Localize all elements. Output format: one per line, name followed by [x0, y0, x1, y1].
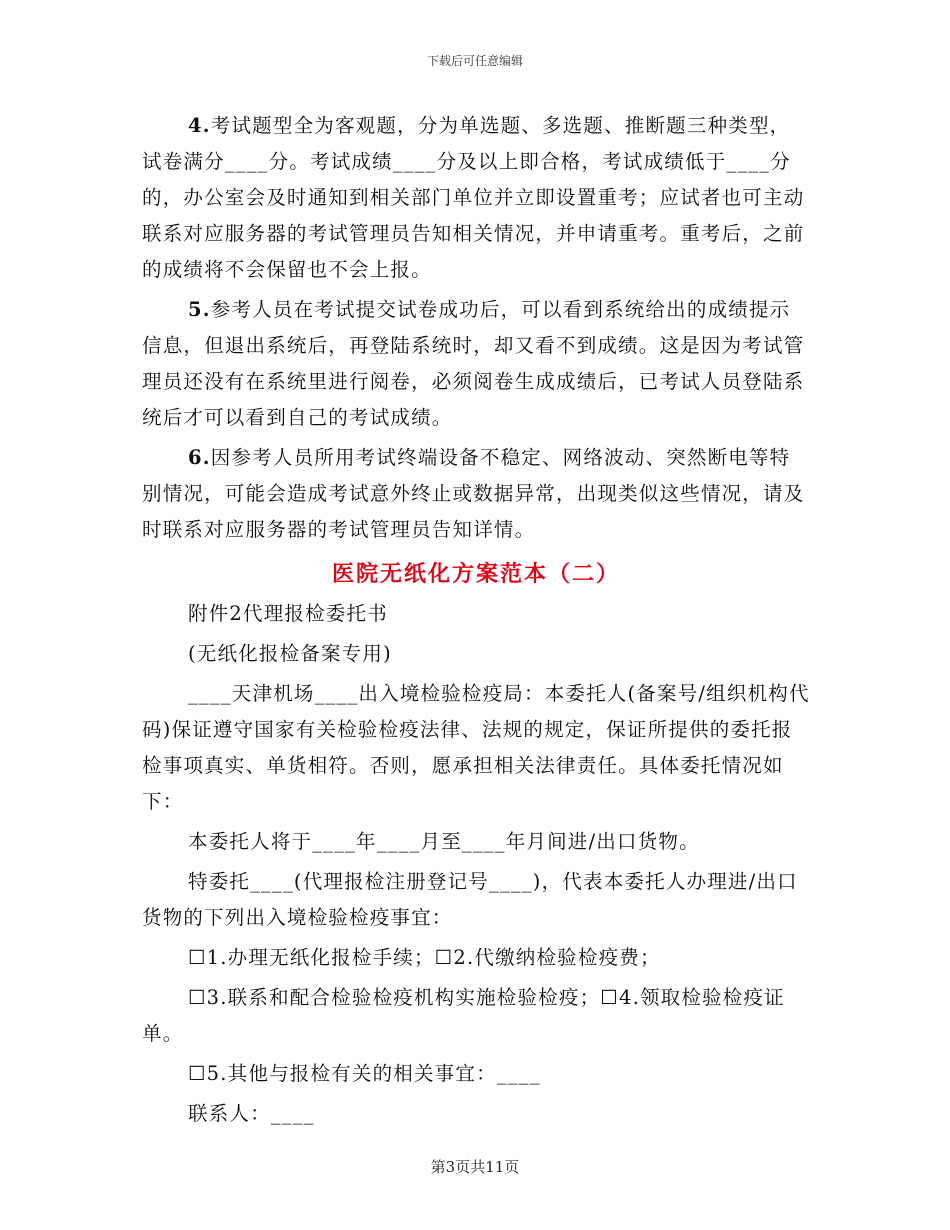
item-text: 考试题型全为客观题，分为单选题、多选题、推断题三种类型，试卷满分____分。考试成绩____分及以上即合格，考试成绩低于____分的，办公室会及时通知到相关部门单位并立即设置重考；应试者也可主动联系对应服务器的考试管理员告知相关情况，并申请重考。重考后，之前的成绩将不会保留也不会上报。 [142, 114, 805, 281]
checkbox-line-2: ☐3.联系和配合检验检疫机构实施检验检疫；☐4.领取检验检疫证单。 [142, 986, 785, 1045]
page-header: 下载后可任意编辑 [426, 54, 523, 68]
section-title: 医院无纸化方案范本（二） [331, 561, 620, 587]
list-item-4 [142, 108, 810, 288]
list-item-5 [142, 292, 810, 436]
paragraph-declaration: ____天津机场____出入境检验检疫局：本委托人(备案号/组织机构代码)保证遵守国家有关检验检疫法律、法规的规定，保证所提供的委托报检事项真实、单货相符。否则，愿承担相关法律责任。具体委托情况如下： [142, 682, 810, 813]
document-body [142, 108, 810, 1132]
item-number: 5. [188, 298, 211, 321]
paragraph-agent: 特委托____(代理报检注册登记号____)，代表本委托人办理进/出口货物的下列出入境检验检疫事宜： [142, 870, 798, 929]
paragraph-period: 本委托人将于____年____月至____年月间进/出口货物。 [188, 830, 700, 853]
item-text: 参考人员在考试提交试卷成功后，可以看到系统给出的成绩提示信息，但退出系统后，再登陆系统时，却又看不到成绩。这是因为考试管理员还没有在系统里进行阅卷，必须阅卷生成成绩后，已考试人员登陆系统后才可以看到自己的考试成绩。 [142, 298, 805, 429]
item-number: 6. [188, 446, 211, 469]
contact-line: 联系人：____ [188, 1102, 315, 1125]
checkbox-line-1: ☐1.办理无纸化报检手续；☐2.代缴纳检验检疫费； [188, 946, 661, 969]
item-number: 4. [188, 114, 211, 137]
checkbox-line-3: ☐5.其他与报检有关的相关事宜：____ [188, 1062, 541, 1085]
item-text: 因参考人员所用考试终端设备不稳定、网络波动、突然断电等特别情况，可能会造成考试意外终止或数据异常，出现类似这些情况，请及时联系对应服务器的考试管理员告知详情。 [142, 446, 805, 541]
attachment-subtitle: (无纸化报检备案专用) [188, 642, 392, 665]
page-footer: 第3页共11页 [430, 1158, 520, 1176]
list-item-6 [142, 440, 810, 548]
attachment-label: 附件2代理报检委托书 [188, 602, 388, 625]
